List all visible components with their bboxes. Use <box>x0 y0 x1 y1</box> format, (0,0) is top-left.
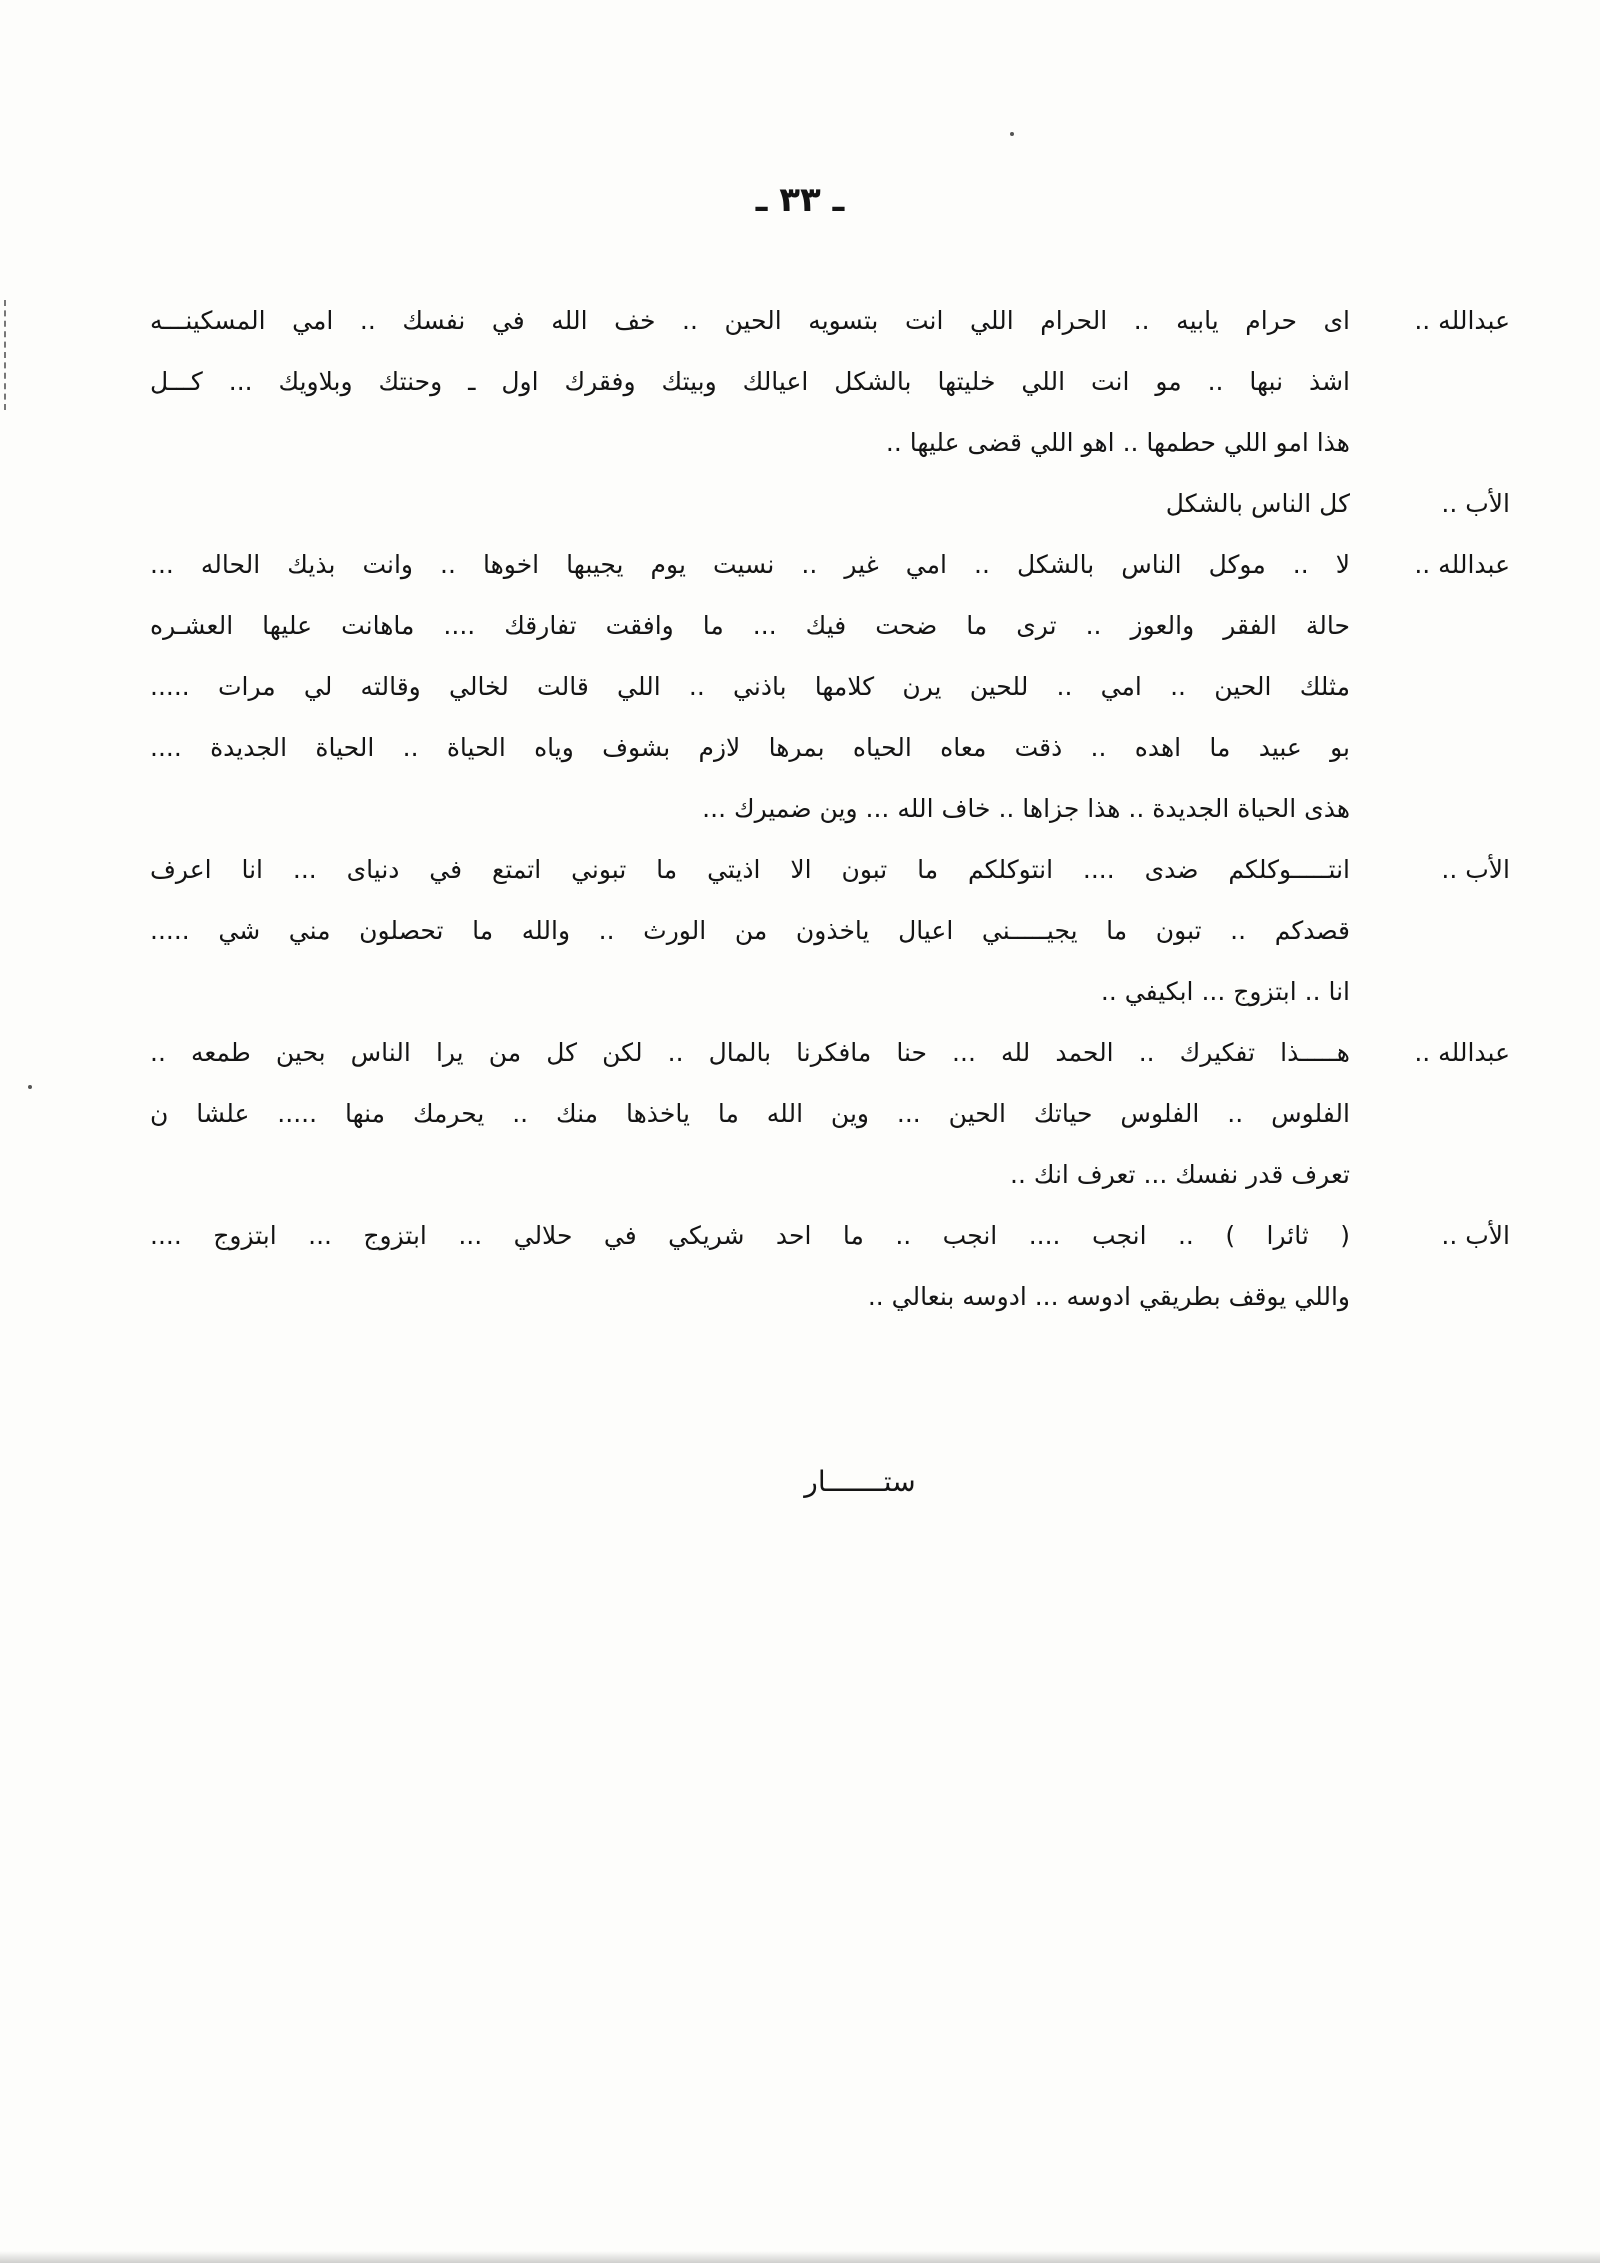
dialogue-line: لا .. موكل الناس بالشكل .. امي غير .. نسيت يوم يجيبها اخوها .. وانت بذيك الحاله ... <box>150 550 1350 579</box>
speaker-name: عبدالله .. <box>1414 1038 1510 1067</box>
speaker-name: الأب .. <box>1441 855 1510 884</box>
dialogue-entry <box>150 473 1510 534</box>
dialogue-entry <box>150 534 1510 839</box>
dialogue-entry <box>150 1205 1510 1327</box>
dialogue-line: اشذ نبها .. مو انت اللي خليتها بالشكل اعيالك وبيتك وفقرك اول ـ وحنتك وبلاويك ... كـــل <box>150 367 1350 396</box>
dialogue-line: هذى الحياة الجديدة .. هذا جزاها .. خاف الله ... وين ضميرك ... <box>702 794 1350 823</box>
dialogue-line: هذا امو اللي حطمها .. اهو اللي قضى عليها .. <box>885 428 1350 457</box>
page-number: ـ ٣٣ ـ <box>755 180 845 220</box>
dialogue-entry <box>150 839 1510 1022</box>
dialogue-line: تعرف قدر نفسك ... تعرف انك .. <box>1010 1160 1350 1189</box>
dialogue-line: بو عبيد ما اهده .. ذقت معاه الحياه بمرها لازم بشوف وياه الحياة .. الحياة الجديدة .... <box>150 733 1350 762</box>
speaker-name: الأب .. <box>1441 489 1510 518</box>
dialogue-line: واللي يوقف بطريقي ادوسه ... ادوسه بنعالي .. <box>867 1282 1350 1311</box>
scan-speck <box>1010 132 1014 136</box>
dialogue-line: انا .. ابتزوج ... ابكيفي .. <box>1100 977 1350 1006</box>
dialogue-line: قصدكم .. تبون ما يجيـــــني اعيال ياخذون من الورث .. والله ما تحصلون مني شي ..... <box>150 916 1350 945</box>
dialogue-line: انتـــــوكلكم ضدى .... انتوكلكم ما تبون الا اذيتي ما تبوني اتمتع في دنياى ... انا اعرف <box>150 855 1350 884</box>
dialogue-line: الفلوس .. الفلوس حياتك الحين ... وين الله ما ياخذها منك .. يحرمك منها ..... علشا ن <box>150 1099 1350 1128</box>
dialogue-line: كل الناس بالشكل <box>1165 489 1350 518</box>
dialogue-line: هـــــذا تفكيرك .. الحمد لله ... حنا مافكرنا بالمال .. لكن كل من يرا الناس بحين طمعه .. <box>150 1038 1350 1067</box>
dialogue-entry <box>150 290 1510 473</box>
scan-speck <box>28 1085 32 1089</box>
dialogue-line: ( ثائرا ) .. انجب .... انجب .. ما احد شريكي في حلالي ... ابتزوج ... ابتزوج .... <box>150 1221 1350 1250</box>
curtain-closing: ستـــــــار <box>804 1465 916 1498</box>
page-bottom-edge <box>0 2251 1600 2263</box>
speaker-name: عبدالله .. <box>1414 550 1510 579</box>
speaker-name: الأب .. <box>1441 1221 1510 1250</box>
margin-scan-mark <box>4 300 9 410</box>
dialogue-line: حالة الفقر والعوز .. ترى ما ضحت فيك ... ما وافقت تفارقك .... ماهانت عليها العشـره <box>150 611 1350 640</box>
script-body <box>150 290 1510 1327</box>
speaker-name: عبدالله .. <box>1414 306 1510 335</box>
dialogue-line: مثلك الحين .. امي .. للحين يرن كلامها باذني .. اللي قالت لخالي وقالته لي مرات ..... <box>150 672 1350 701</box>
dialogue-line: اى حرام يابيه .. الحرام اللي انت بتسويه الحين .. خف الله في نفسك .. امي المسكينـــه <box>150 306 1350 335</box>
dialogue-entry <box>150 1022 1510 1205</box>
